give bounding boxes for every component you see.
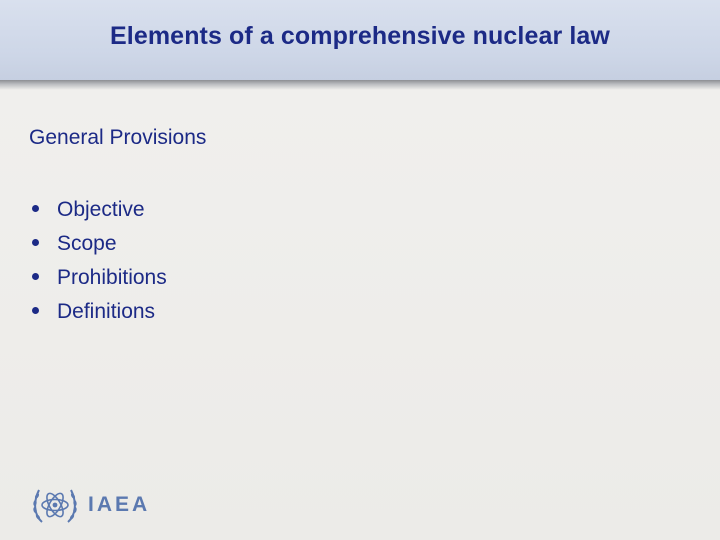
bullet-item-definitions	[29, 295, 167, 329]
bullet-item-objective	[29, 193, 167, 227]
bullet-label: Scope	[57, 232, 117, 255]
bullet-label: Definitions	[57, 300, 156, 323]
bullet-icon	[32, 307, 39, 314]
bullet-icon	[32, 273, 39, 280]
iaea-logo	[30, 482, 150, 528]
section-heading: General Provisions	[29, 126, 207, 149]
iaea-atom-emblem-icon	[30, 482, 80, 528]
logo-text: IAEA	[88, 493, 151, 516]
slide-title: Elements of a comprehensive nuclear law	[110, 22, 610, 50]
bullet-item-scope	[29, 227, 167, 261]
bullet-item-prohibitions	[29, 261, 167, 295]
title-bar-shadow	[0, 80, 720, 90]
bullet-icon	[32, 239, 39, 246]
bullet-label: Prohibitions	[57, 266, 167, 289]
bullet-icon	[32, 205, 39, 212]
bullet-label: Objective	[57, 198, 145, 221]
bullet-list	[29, 193, 167, 329]
